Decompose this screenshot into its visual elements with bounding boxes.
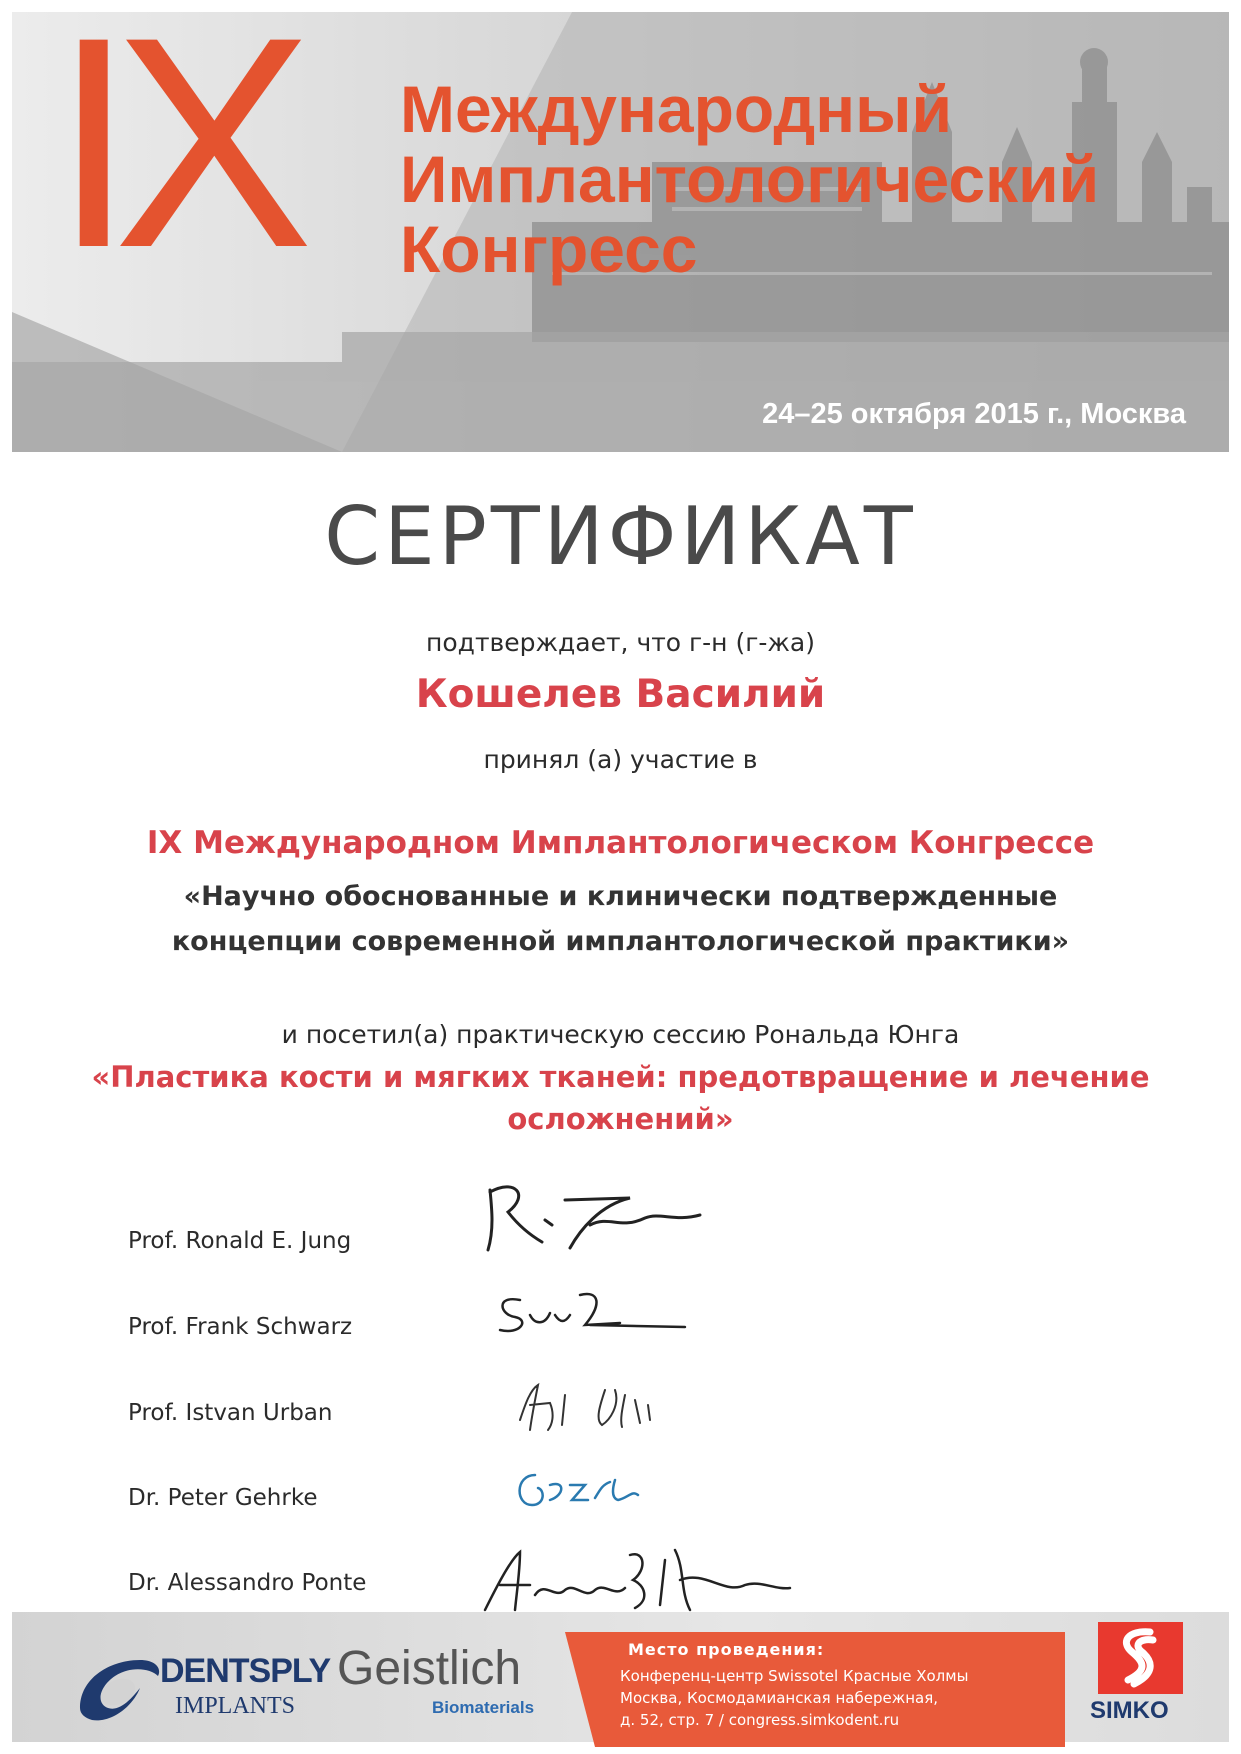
congress-name: IX Международном Имплантологическом Конгрессе <box>146 825 1095 861</box>
dentsply-logo-text: DENTSPLY <box>160 1652 331 1690</box>
session-intro: и посетил(а) практическую сессию Рональда Юнга <box>281 1020 960 1049</box>
congress-title-line: Международный <box>400 72 953 146</box>
geistlich-biomaterials-text: Biomaterials <box>432 1698 535 1717</box>
simko-logo-icon <box>1098 1622 1183 1694</box>
signature-ponte <box>475 1540 795 1620</box>
congress-title-line: Имплантологический <box>400 142 1100 216</box>
simko-logo-text: SIMKO <box>1090 1697 1169 1724</box>
signatory-name: Dr. Peter Gehrke <box>128 1485 318 1511</box>
participant-name: Кошелев Василий <box>415 672 826 717</box>
signatory-name: Prof. Frank Schwarz <box>128 1314 353 1340</box>
signature-gehrke <box>510 1460 660 1520</box>
header-banner <box>12 12 1229 452</box>
session-topic-line: осложнений» <box>507 1102 734 1136</box>
took-part-text: принял (а) участие в <box>483 745 758 774</box>
venue-label: Место проведения: <box>628 1640 825 1659</box>
congress-topic-line: «Научно обоснованные и клинически подтвержденные <box>183 881 1058 912</box>
signatory-name: Prof. Ronald E. Jung <box>128 1228 352 1254</box>
signatory-name: Dr. Alessandro Ponte <box>128 1570 367 1596</box>
signature-schwarz <box>490 1285 690 1345</box>
congress-title <box>400 74 1099 284</box>
congress-title-line: Конгресс <box>400 212 698 286</box>
congress-topic-line: концепции современной имплантологической практики» <box>171 926 1070 957</box>
event-date-place: 24–25 октября 2015 г., Москва <box>762 398 1186 430</box>
dentsply-swoosh-icon <box>70 1648 165 1728</box>
venue-line: Москва, Космодамианская набережная, <box>620 1689 939 1707</box>
venue-line: д. 52, стр. 7 / congress.simkodent.ru <box>620 1711 900 1729</box>
venue-line: Конференц-центр Swissotel Красные Холмы <box>620 1667 969 1685</box>
dentsply-implants-text: IMPLANTS <box>175 1693 296 1719</box>
session-topic-line: «Пластика кости и мягких тканей: предотвращение и лечение <box>91 1060 1150 1094</box>
confirms-text: подтверждает, что г-н (г-жа) <box>426 628 815 657</box>
signature-jung <box>470 1170 710 1260</box>
signatory-name: Prof. Istvan Urban <box>128 1400 333 1426</box>
certificate-title: СЕРТИФИКАТ <box>324 490 917 583</box>
signature-urban <box>510 1375 680 1435</box>
roman-numeral: IX <box>52 12 292 310</box>
geistlich-logo-text: Geistlich <box>337 1642 522 1695</box>
